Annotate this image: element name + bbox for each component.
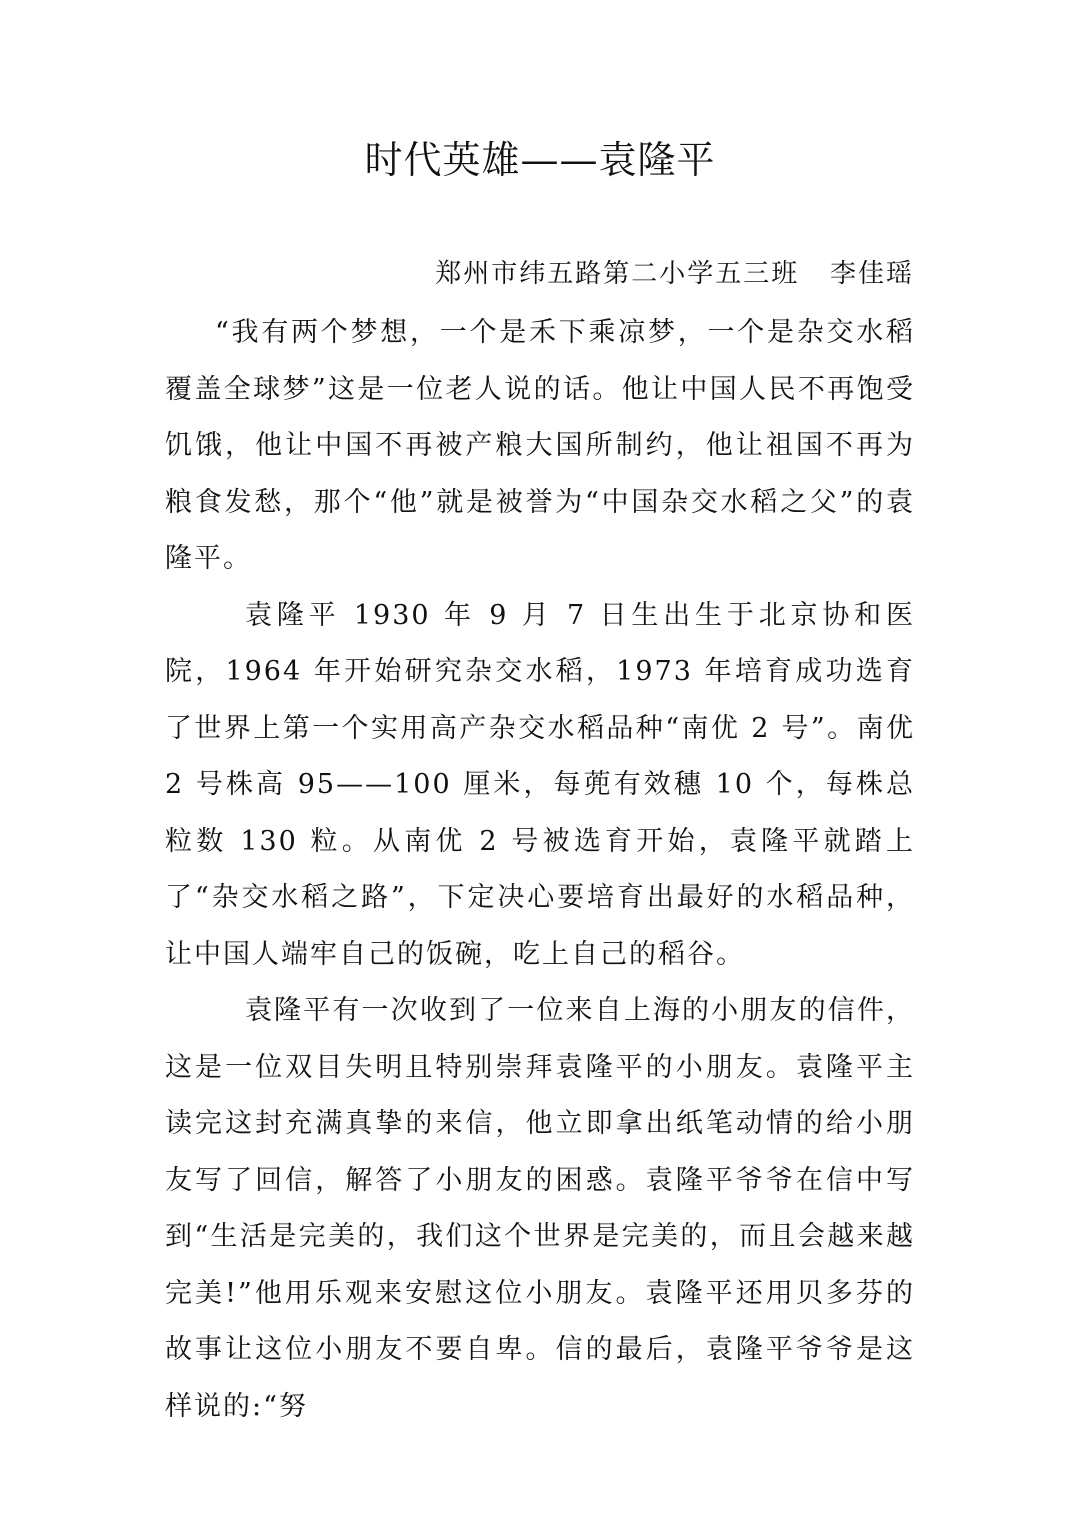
paragraph: 袁隆平 1930 年 9 月 7 日生出生于北京协和医院，1964 年开始研究杂交水稻，1973 年培育成功选育了世界上第一个实用高产杂交水稻品种“南优 2 号”。南优 2 号株高 95——100 厘米，每蔸有效穗 10 个，每株总粒数 130 粒。从南优 2 号被选育开始，袁隆平就踏上了“杂交水稻之路”，下定决心要培育出最好的水稻品种，让中国人端牢自己的饭碗，吃上自己的稻谷。 xyxy=(165,599,915,970)
author-line: 郑州市纬五路第二小学五三班 李佳瑶 xyxy=(435,259,914,289)
document-title: 时代英雄——袁隆平 xyxy=(364,138,716,182)
document-body xyxy=(165,305,915,1435)
paragraph: “我有两个梦想，一个是禾下乘凉梦，一个是杂交水稻覆盖全球梦”这是一位老人说的话。他让中国人民不再饱受饥饿，他让中国不再被产粮大国所制约，他让祖国不再为粮食发愁，那个“他”就是被誉为“中国杂交水稻之父”的袁隆平。 xyxy=(165,317,915,574)
paragraph: 袁隆平有一次收到了一位来自上海的小朋友的信件，这是一位双目失明且特别崇拜袁隆平的小朋友。袁隆平主读完这封充满真挚的来信，他立即拿出纸笔动情的给小朋友写了回信，解答了小朋友的困惑。袁隆平爷爷在信中写到“生活是完美的，我们这个世界是完美的，而且会越来越完美!”他用乐观来安慰这位小朋友。袁隆平还用贝多芬的故事让这位小朋友不要自卑。信的最后，袁隆平爷爷是这样说的:“努 xyxy=(165,995,915,1422)
